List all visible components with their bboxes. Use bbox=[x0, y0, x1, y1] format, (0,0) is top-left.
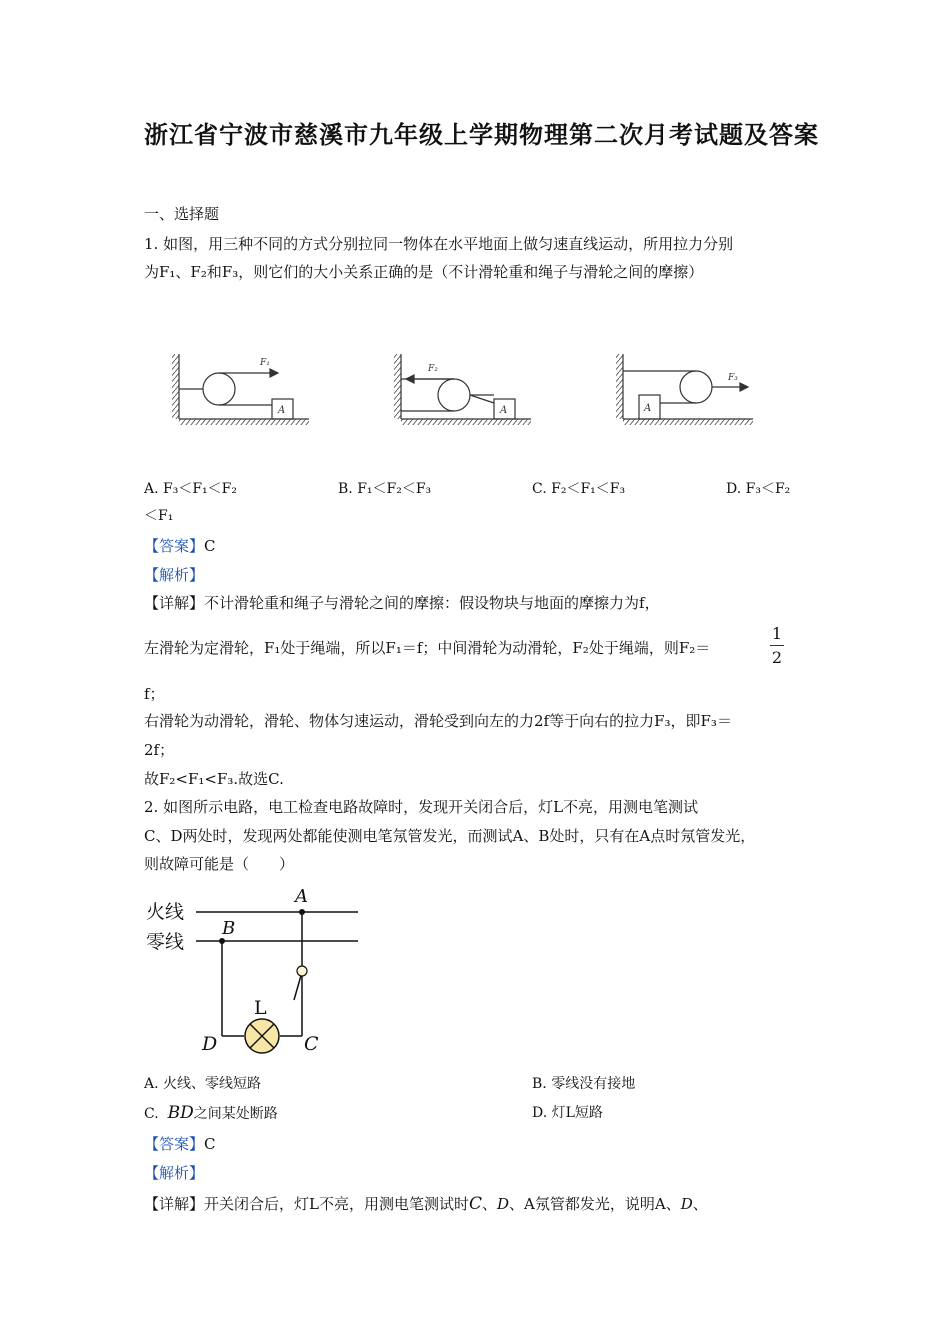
q1-detail-1 bbox=[144, 593, 660, 613]
q1-option-c: C. F₂＜F₁＜F₃ bbox=[532, 481, 626, 497]
q1-option-d: D. F₃＜F₂ bbox=[726, 481, 791, 497]
detail-text: 开关闭合后，灯L不亮，用测电笔测试时 bbox=[204, 1195, 469, 1213]
page-title: 浙江省宁波市慈溪市九年级上学期物理第二次月考试题及答案 bbox=[144, 121, 819, 149]
switch-contact bbox=[297, 966, 307, 976]
force-label-f2: F₂ bbox=[428, 364, 438, 374]
q1-stem-line1: 1. 如图，用三种不同的方式分别拉同一物体在水平地面上做匀速直线运动，所用拉力分别 bbox=[144, 235, 734, 253]
movable-pulley-2 bbox=[438, 379, 470, 411]
detail-tag: 【详解】 bbox=[144, 594, 205, 612]
q1-answer bbox=[144, 536, 216, 556]
q1-option-b: B. F₁＜F₂＜F₃ bbox=[338, 481, 432, 497]
q2-option-c bbox=[144, 1103, 278, 1124]
block-label-2: A bbox=[500, 405, 508, 416]
fraction-denominator: 2 bbox=[771, 648, 783, 667]
q1-option-d-cont: ＜F₁ bbox=[144, 508, 174, 524]
q1-detail-5: 2f； bbox=[144, 741, 175, 759]
pulley-setup-1 bbox=[172, 354, 309, 425]
label-b: B bbox=[222, 918, 236, 939]
answer-value: C bbox=[204, 537, 216, 555]
node-a bbox=[299, 909, 305, 915]
label-l: L bbox=[254, 997, 267, 1019]
q2-option-d: D. 灯L短路 bbox=[532, 1105, 603, 1121]
q1-detail-2: 左滑轮为定滑轮，F₁处于绳端，所以F₁＝f；中间滑轮为动滑轮，F₂处于绳端，则F₂＝ bbox=[144, 639, 711, 657]
option-c-prefix: C. bbox=[144, 1106, 159, 1122]
q1-stem-line2: 为F₁、F₂和F₃，则它们的大小关系正确的是（不计滑轮重和绳子与滑轮之间的摩擦） bbox=[144, 263, 704, 281]
label-c: C bbox=[304, 1033, 319, 1055]
fraction-half bbox=[770, 624, 784, 667]
q2-stem-line3: 则故障可能是（ ） bbox=[144, 855, 295, 873]
section-heading: 一、选择题 bbox=[144, 205, 220, 223]
block-label-1: A bbox=[278, 405, 286, 416]
q2-circuit-figure bbox=[144, 884, 364, 1059]
math-c: C bbox=[468, 1194, 482, 1214]
force-label-f3: F₃ bbox=[728, 373, 738, 383]
q1-pulley-figure bbox=[170, 348, 770, 430]
answer-tag: 【答案】 bbox=[144, 1135, 205, 1153]
q1-analysis-tag: 【解析】 bbox=[144, 566, 205, 584]
q2-answer bbox=[144, 1134, 216, 1154]
live-label: 火线 bbox=[146, 901, 185, 923]
q1-detail-6: 故F₂<F₁<F₃.故选C. bbox=[144, 770, 284, 788]
q2-analysis-tag: 【解析】 bbox=[144, 1164, 205, 1182]
detail-tag: 【详解】 bbox=[144, 1195, 205, 1213]
sep: 、 bbox=[482, 1195, 498, 1213]
q2-stem-line1: 2. 如图所示电路，电工检查电路故障时，发现开关闭合后，灯L不亮，用测电笔测试 bbox=[144, 798, 699, 816]
q2-option-b: B. 零线没有接地 bbox=[532, 1076, 636, 1092]
detail-text: 不计滑轮重和绳子与滑轮之间的摩擦：假设物块与地面的摩擦力为f， bbox=[204, 594, 660, 612]
label-d: D bbox=[202, 1033, 218, 1055]
fixed-pulley-1 bbox=[203, 373, 235, 405]
force-label-f1: F₁ bbox=[260, 358, 270, 368]
math-d-2: D bbox=[680, 1195, 693, 1213]
option-c-text: 之间某处断路 bbox=[193, 1106, 278, 1122]
q1-option-a: A. F₃＜F₁＜F₂ bbox=[144, 481, 237, 497]
sep-2: 、 bbox=[692, 1195, 708, 1213]
detail-text-2: 、A氖管都发光，说明A、 bbox=[509, 1195, 681, 1213]
q1-detail-3: f； bbox=[144, 685, 165, 703]
pulley-setup-2 bbox=[394, 354, 531, 425]
q2-stem-line2: C、D两处时，发现两处都能使测电笔氖管发光，而测试A、B处时，只有在A点时氖管发光， bbox=[144, 827, 756, 845]
option-c-math: BD bbox=[167, 1103, 194, 1123]
label-a: A bbox=[295, 886, 308, 907]
fraction-numerator: 1 bbox=[771, 624, 783, 643]
math-d: D bbox=[497, 1195, 510, 1213]
q1-detail-4: 右滑轮为动滑轮，滑轮、物体匀速运动，滑轮受到向左的力2f等于向右的拉力F₃，即F₃＝ bbox=[144, 712, 732, 730]
q2-detail-1 bbox=[144, 1194, 708, 1214]
q2-option-a: A. 火线、零线短路 bbox=[144, 1076, 262, 1092]
pulley-setup-3 bbox=[616, 354, 753, 425]
answer-tag: 【答案】 bbox=[144, 537, 205, 555]
movable-pulley-3 bbox=[680, 371, 712, 403]
neutral-label: 零线 bbox=[146, 931, 185, 953]
answer-value: C bbox=[204, 1135, 216, 1153]
block-label-3: A bbox=[644, 403, 652, 414]
